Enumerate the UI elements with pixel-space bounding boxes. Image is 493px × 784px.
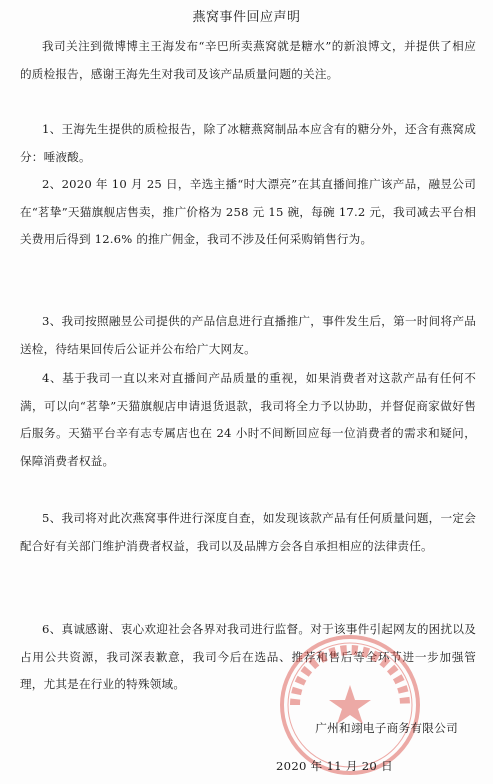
intro-paragraph: 我司关注到微博博主王海发布“辛巴所卖燕窝就是糖水”的新浪博文，并提供了相应的质检报告，感谢王海先生对我司及该产品质量问题的关注。 [20,39,476,81]
company-signature: 广州和翊电子商务有限公司 [315,721,458,735]
paragraph-5: 5、我司将对此次燕窝事件进行深度自查，如发现该款产品有任何质量问题，一定会配合好有关部门维护消费者权益，我司以及品牌方会各自承担相应的法律责任。 [20,511,476,553]
paragraph-6: 6、真诚感谢、衷心欢迎社会各界对我司进行监督。对于该事件引起网友的困扰以及占用公共资源，我司深表歉意，我司今后在选品、推荐和售后等全环节进一步加强管理，尤其是在行业的特殊领域。 [20,622,476,691]
signature-date: 2020 年 11 月 20 日 [275,759,393,773]
paragraph-1: 1、王海先生提供的质检报告，除了冰糖燕窝制品本应含有的糖分外，还含有燕窝成分：唾液酸。 [20,122,476,164]
paragraph-2: 2、2020 年 10 月 25 日，辛选主播“时大漂亮”在其直播间推广该产品，融昱公司在“茗挚”天猫旗舰店售卖，推广价格为 258 元 15 碗，每碗 17.2 元，我司减去平台相关费用后得到 12.6% 的推广佣金，我司不涉及任何采购销售行为。 [20,177,476,246]
paragraph-3: 3、我司按照融昱公司提供的产品信息进行直播推广，事件发生后，第一时间将产品送检，待结果回传后公证并公布给广大网友。 [20,314,476,356]
paragraph-4: 4、基于我司一直以来对直播间产品质量的重视，如果消费者对这款产品有任何不满，可以向“茗挚”天猫旗舰店申请退货退款，我司将全力予以协助，并督促商家做好售后服务。天猫平台辛有志专属店也在 24 小时不间断回应每一位消费者的需求和疑问，保障消费者权益。 [20,371,476,468]
document-title: 燕窝事件回应声明 [192,10,301,25]
